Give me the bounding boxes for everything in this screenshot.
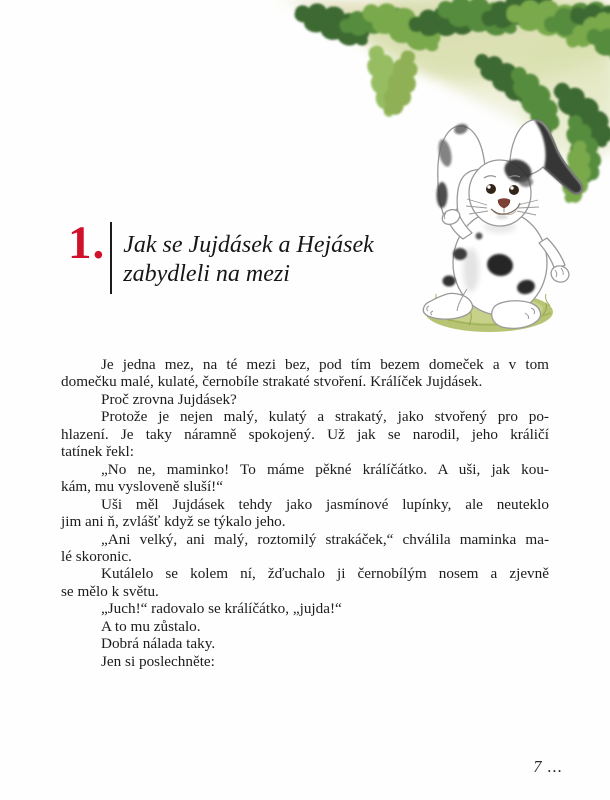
body-text-line: Jen si poslechněte: (101, 652, 215, 670)
body-text-line: Proč zrovna Jujdásek? (101, 390, 237, 408)
chapter-title-line-1: Jak se Jujdásek a Hejásek (123, 232, 374, 258)
body-text-line: tatínek řekl: (61, 443, 134, 461)
page-number: 7 ... (533, 757, 563, 776)
rabbit-illustration (405, 105, 600, 340)
chapter-heading (68, 217, 374, 294)
body-text-line: se mělo k světu. (61, 582, 159, 600)
chapter-number: 1. (68, 217, 106, 269)
chapter-title (123, 220, 374, 288)
body-text-line: Je jedna mez, na té mezi bez, pod tím bezem domeček a v tom (101, 356, 549, 373)
body-text-line: domečku malé, kulaté, černobíle strakaté stvoření. Králíček Jujdásek. (61, 373, 483, 391)
chapter-title-line-2: zabydleli na mezi (123, 260, 290, 287)
body-text-line: „Ani velký, ani malý, roztomilý strakáček,“ chválila maminka ma- (101, 530, 549, 548)
body-text-line: „Juch!“ radovalo se králíčátko, „jujda!“ (101, 600, 342, 618)
chapter-divider-rule (110, 222, 112, 294)
rabbit-right-paw (549, 263, 571, 284)
body-text-line: Uši měl Jujdásek tehdy jako jasmínové lupínky, ale neuteklo (101, 495, 549, 513)
body-text-line: lé skoronic. (61, 547, 132, 565)
rabbit-right-foot (492, 301, 541, 329)
body-text-line: Dobrá nálada taky. (101, 635, 216, 653)
body-text-line: hlazení. Je taky náramně spokojený. Už jak se narodil, jeho králičí (61, 425, 549, 443)
body-text-line: jim ani ň, zvlášť když se týkalo jeho. (61, 513, 286, 531)
body-text-line: kám, mu vysloveně sluší!“ (61, 478, 223, 496)
body-text-line: Kutálelo se kolem ní, žďuchalo ji černobílým nosem a zjevně (101, 565, 549, 583)
body-text-line: A to mu zůstalo. (101, 617, 201, 635)
rabbit-left-eye (486, 184, 496, 194)
body-text (61, 356, 549, 670)
body-text-line: Protože je nejen malý, kulatý a strakatý, jako stvořený pro po- (101, 408, 549, 426)
rabbit-left-foot (423, 293, 472, 319)
body-text-line: „No ne, maminko! To máme pěkné králíčátko. A uši, jak kou- (101, 460, 549, 478)
rabbit-right-eye (509, 185, 519, 195)
